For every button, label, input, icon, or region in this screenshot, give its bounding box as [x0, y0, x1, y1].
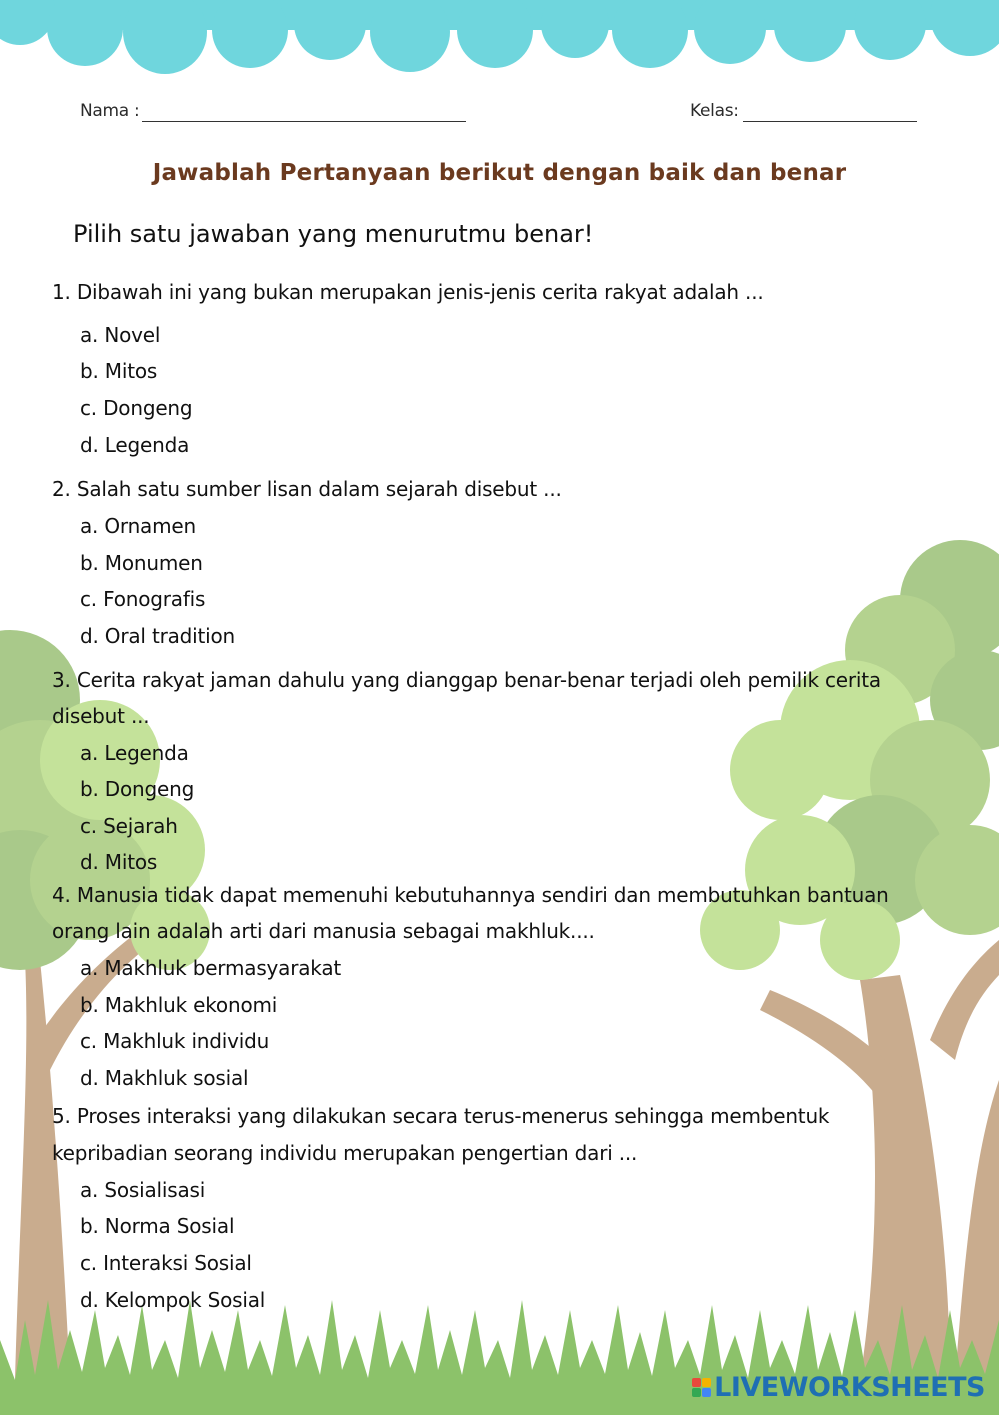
q3-option-b[interactable]: b. Dongeng — [80, 777, 195, 801]
liveworksheets-logo — [692, 1372, 985, 1403]
q1-option-c[interactable]: c. Dongeng — [80, 396, 193, 420]
logo-mark-icon — [692, 1378, 711, 1397]
q1-option-d[interactable]: d. Legenda — [80, 433, 190, 457]
instruction-text: Pilih satu jawaban yang menurutmu benar! — [73, 220, 594, 248]
q2-option-d[interactable]: d. Oral tradition — [80, 624, 236, 648]
name-input-line[interactable] — [142, 121, 466, 122]
name-label: Nama : — [80, 101, 140, 121]
q3-option-d[interactable]: d. Mitos — [80, 850, 158, 874]
question-4-line-2: orang lain adalah arti dari manusia sebagai makhluk.... — [52, 919, 595, 943]
q4-option-c[interactable]: c. Makhluk individu — [80, 1029, 270, 1053]
question-5-line-1: 5. Proses interaksi yang dilakukan secara terus-menerus sehingga membentuk — [52, 1104, 830, 1128]
q5-option-d[interactable]: d. Kelompok Sosial — [80, 1288, 266, 1312]
q2-option-c[interactable]: c. Fonografis — [80, 587, 206, 611]
q3-option-a[interactable]: a. Legenda — [80, 741, 189, 765]
q1-option-a[interactable]: a. Novel — [80, 323, 161, 347]
question-1: 1. Dibawah ini yang bukan merupakan jenis-jenis cerita rakyat adalah ... — [52, 280, 764, 304]
class-input-line[interactable] — [743, 121, 917, 122]
question-3-line-1: 3. Cerita rakyat jaman dahulu yang dianggap benar-benar terjadi oleh pemilik cerita — [52, 668, 881, 692]
q5-option-a[interactable]: a. Sosialisasi — [80, 1178, 206, 1202]
q4-option-b[interactable]: b. Makhluk ekonomi — [80, 993, 278, 1017]
q5-option-b[interactable]: b. Norma Sosial — [80, 1214, 235, 1238]
question-3-line-2: disebut ... — [52, 704, 150, 728]
question-4-line-1: 4. Manusia tidak dapat memenuhi kebutuhannya sendiri dan membutuhkan bantuan — [52, 883, 889, 907]
q3-option-c[interactable]: c. Sejarah — [80, 814, 178, 838]
class-label: Kelas: — [690, 101, 739, 121]
q2-option-b[interactable]: b. Monumen — [80, 551, 203, 575]
q4-option-a[interactable]: a. Makhluk bermasyarakat — [80, 956, 342, 980]
q5-option-c[interactable]: c. Interaksi Sosial — [80, 1251, 252, 1275]
q4-option-d[interactable]: d. Makhluk sosial — [80, 1066, 249, 1090]
q1-option-b[interactable]: b. Mitos — [80, 359, 158, 383]
worksheet-title: Jawablah Pertanyaan berikut dengan baik dan benar — [152, 160, 847, 186]
q2-option-a[interactable]: a. Ornamen — [80, 514, 196, 538]
logo-text: LIVEWORKSHEETS — [714, 1372, 985, 1403]
question-5-line-2: kepribadian seorang individu merupakan pengertian dari ... — [52, 1141, 638, 1165]
question-2: 2. Salah satu sumber lisan dalam sejarah disebut ... — [52, 477, 562, 501]
